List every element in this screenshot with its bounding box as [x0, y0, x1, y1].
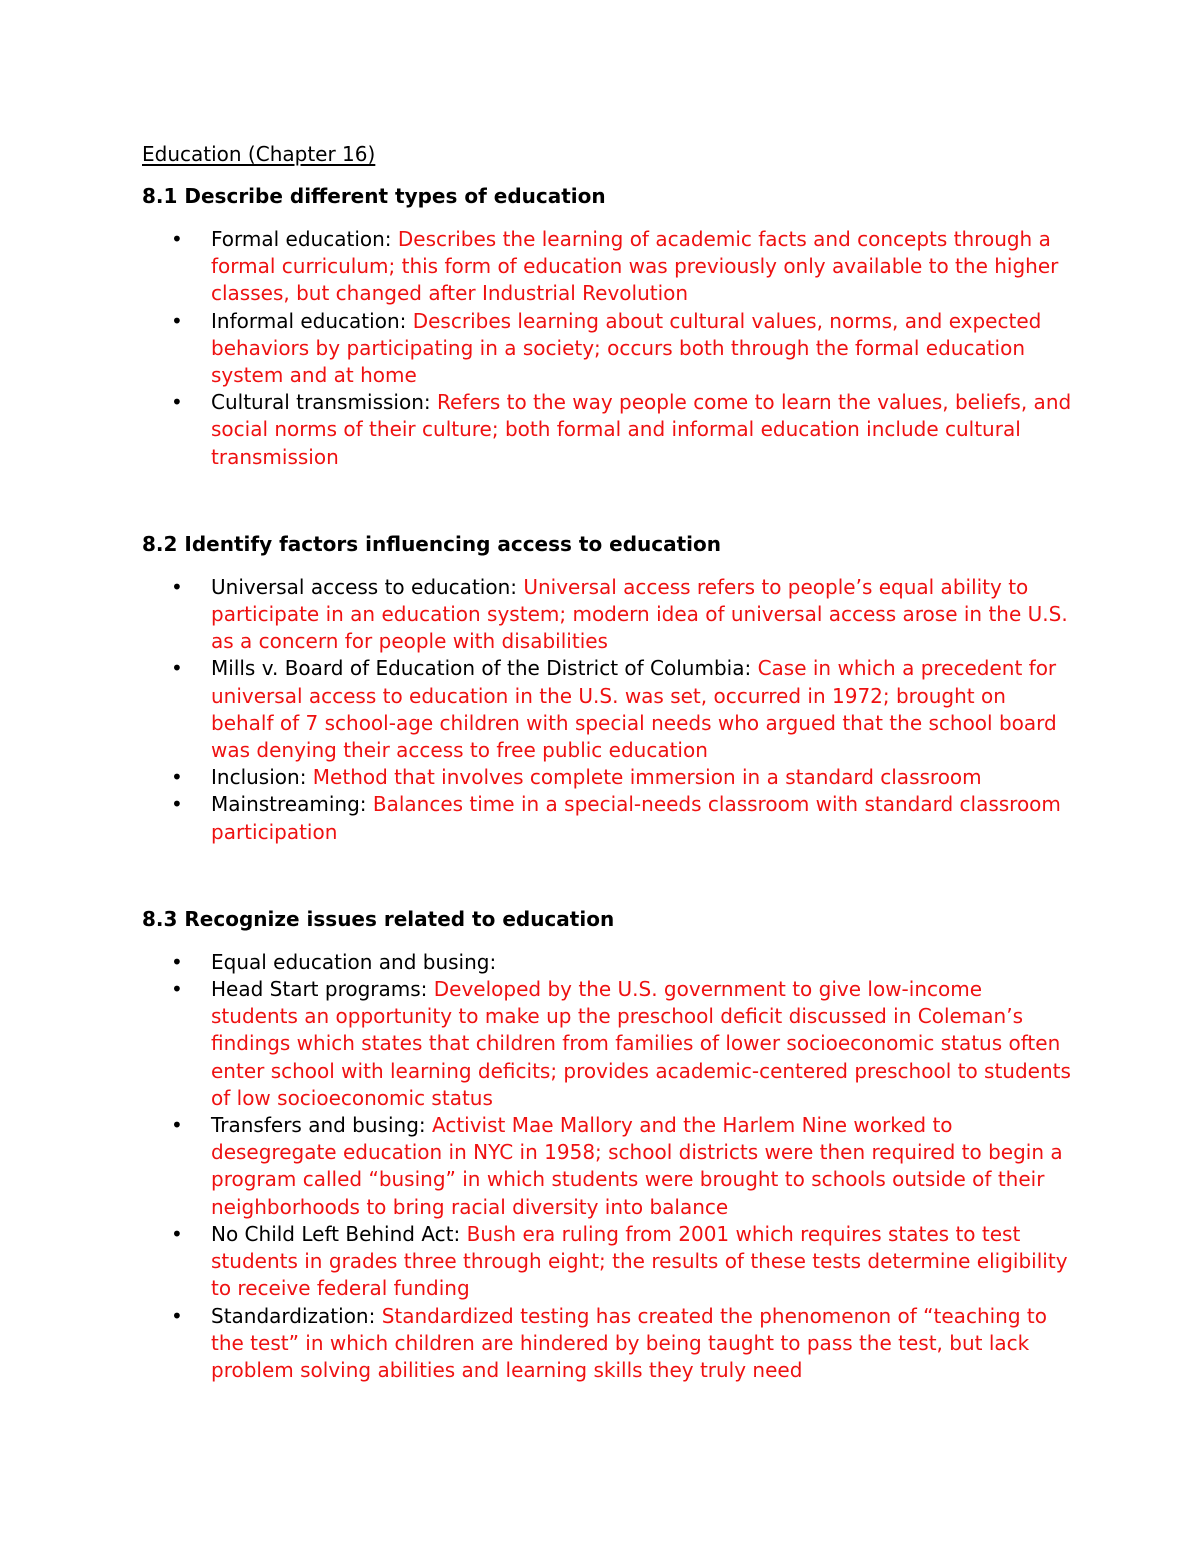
term-definition: Describes the learning of academic facts and concepts through a formal curriculum; this form of education was previously only available to the higher classes, but changed after Industrial Revolution	[211, 227, 1059, 306]
term-definition: Case in which a precedent for universal access to education in the U.S. was set, occurred in 1972; brought on behalf of 7 school-age children with special needs who argued that the school board was denying their access to free public education	[211, 656, 1057, 763]
bullet-list	[142, 949, 1072, 1384]
bullet-icon: •	[171, 308, 183, 333]
list-item	[142, 1112, 1072, 1221]
bullet-icon: •	[171, 656, 183, 681]
term-label: Inclusion:	[211, 765, 313, 790]
term-definition: Method that involves complete immersion in a standard classroom	[312, 765, 982, 790]
list-item	[142, 976, 1072, 1112]
term-label: Head Start programs:	[211, 977, 434, 1002]
bullet-list	[142, 226, 1072, 471]
bullet-icon: •	[171, 792, 183, 817]
list-item	[142, 764, 1072, 791]
bullet-list	[142, 574, 1072, 846]
term-label: Transfers and busing:	[211, 1113, 432, 1138]
bullet-icon: •	[171, 765, 183, 790]
section-heading: 8.3 Recognize issues related to education	[142, 906, 615, 931]
list-item	[142, 1221, 1072, 1303]
term-label: Universal access to education:	[211, 574, 524, 599]
list-item	[142, 226, 1072, 308]
term-label: Mainstreaming:	[211, 792, 373, 817]
term-definition: Universal access refers to people’s equal ability to participate in an education system; modern idea of universal access arose in the U.S. as a concern for people with disabilities	[211, 574, 1068, 654]
bullet-icon: •	[171, 1221, 183, 1246]
term-definition: Describes learning about cultural values, norms, and expected behaviors by participating in a society; occurs both through the formal education system and at home	[211, 308, 1042, 388]
term-label: Cultural transmission:	[211, 390, 437, 415]
term-definition: Refers to the way people come to learn the values, beliefs, and social norms of their culture; both formal and informal education include cultural transmission	[211, 390, 1072, 469]
section-8-3	[142, 905, 1072, 1384]
term-label: Mills v. Board of Education of the District of Columbia:	[211, 656, 758, 681]
list-item	[142, 791, 1072, 845]
bullet-icon: •	[171, 1113, 183, 1138]
section-heading: 8.2 Identify factors influencing access to education	[142, 531, 722, 556]
term-label: Informal education:	[211, 308, 413, 333]
section-heading: 8.1 Describe different types of education	[142, 184, 606, 208]
term-definition: Bush era ruling from 2001 which requires states to test students in grades three through eight; the results of these tests determine eligibility to receive federal funding	[211, 1221, 1068, 1301]
bullet-icon: •	[171, 1303, 183, 1328]
bullet-icon: •	[171, 227, 183, 251]
document-page	[142, 140, 1072, 1443]
list-item	[142, 389, 1072, 471]
document-title: Education (Chapter 16)	[142, 142, 376, 166]
bullet-icon: •	[171, 390, 183, 415]
section-8-2	[142, 530, 1072, 846]
term-label: Equal education and busing:	[211, 949, 497, 974]
term-definition: Balances time in a special-needs classroom with standard classroom participation	[211, 792, 1061, 844]
list-item	[142, 949, 1072, 976]
bullet-icon: •	[171, 574, 183, 599]
list-item	[142, 655, 1072, 764]
list-item	[142, 1303, 1072, 1385]
list-item	[142, 574, 1072, 656]
term-label: Formal education:	[211, 227, 398, 251]
term-label: No Child Left Behind Act:	[211, 1221, 467, 1246]
term-definition: Activist Mae Mallory and the Harlem Nine worked to desegregate education in NYC in 1958; school districts were then required to begin a program called “busing” in which students were brought to schools outside of their neighborhoods to bring racial diversity into balance	[211, 1113, 1063, 1219]
bullet-icon: •	[171, 977, 183, 1002]
bullet-icon: •	[171, 949, 183, 974]
section-8-1	[142, 182, 1072, 471]
term-definition: Standardized testing has created the phenomenon of “teaching to the test” in which children are hindered by being taught to pass the test, but lack problem solving abilities and learning skills they truly need	[211, 1303, 1047, 1382]
term-definition: Developed by the U.S. government to give low-income students an opportunity to make up the preschool deficit discussed in Coleman’s findings which states that children from families of lower socioeconomic status often enter school with learning deficits; provides academic-centered preschool to students of low socioeconomic status	[211, 977, 1071, 1110]
term-label: Standardization:	[211, 1303, 382, 1328]
list-item	[142, 308, 1072, 390]
